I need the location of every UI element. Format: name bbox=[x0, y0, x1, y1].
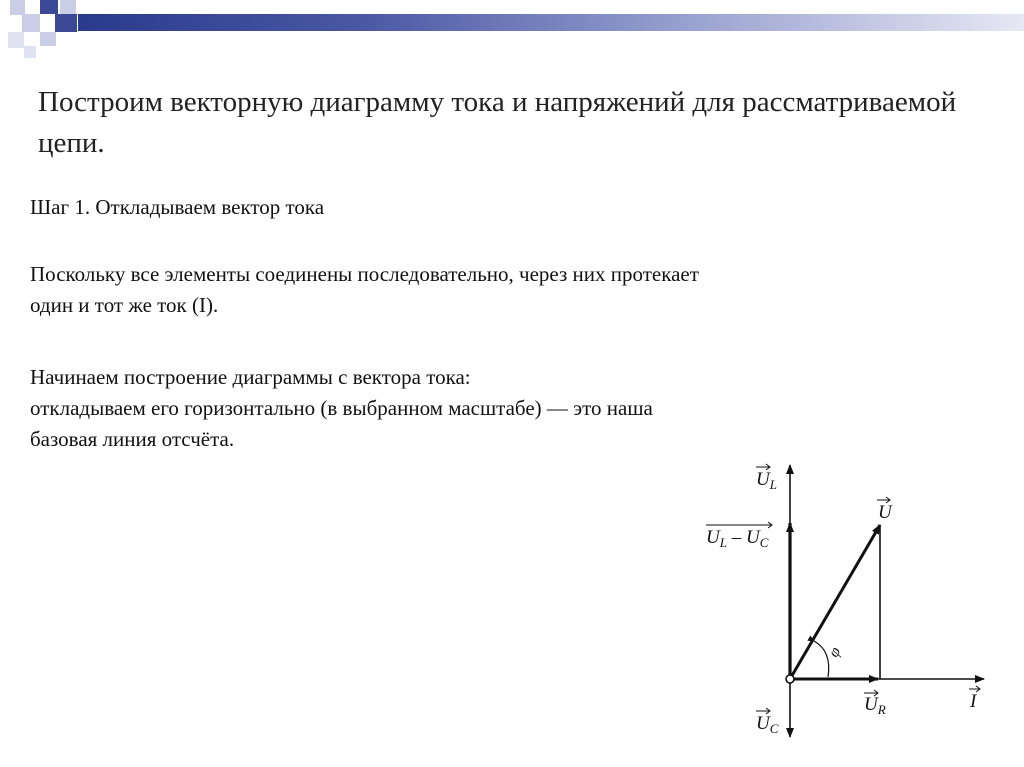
svg-text:UR: $U_R$ bbox=[864, 694, 886, 717]
vector-diagram bbox=[690, 455, 1010, 755]
decor-square bbox=[40, 32, 56, 46]
decor-square bbox=[22, 14, 40, 32]
decor-square bbox=[55, 14, 77, 32]
paragraph-start-diagram bbox=[30, 362, 970, 455]
label-ur bbox=[864, 690, 886, 717]
label-u bbox=[877, 497, 893, 523]
origin-point bbox=[786, 675, 794, 683]
label-phi: φ bbox=[825, 644, 845, 661]
slide-header-decoration bbox=[0, 0, 1024, 60]
text-line: Поскольку все элементы соединены последовательно, через них протекает bbox=[30, 262, 699, 286]
svg-text:UL: $U_L$ bbox=[756, 469, 777, 492]
text-line: Начинаем построение диаграммы с вектора тока: bbox=[30, 365, 471, 389]
svg-text:I: I bbox=[970, 691, 977, 712]
decor-square bbox=[60, 0, 76, 14]
svg-text:UL – UC: $U_L - U_C$ bbox=[706, 527, 769, 550]
label-uc bbox=[756, 708, 779, 736]
decor-square bbox=[40, 0, 58, 14]
decor-square bbox=[8, 32, 24, 48]
decor-square bbox=[10, 0, 25, 15]
header-gradient-bar bbox=[78, 14, 1024, 31]
phi-angle-arc bbox=[814, 641, 829, 677]
text-line: откладываем его горизонтально (в выбранном масштабе) — это наша bbox=[30, 396, 653, 420]
step-heading: Шаг 1. Откладываем вектор тока bbox=[30, 195, 325, 219]
text-line: один и тот же ток (I). bbox=[30, 293, 219, 317]
decor-square bbox=[24, 46, 36, 58]
text-line: базовая линия отсчёта. bbox=[30, 427, 235, 451]
svg-text:UC: $U_C$ bbox=[756, 713, 779, 736]
label-ul-minus-uc bbox=[706, 522, 772, 550]
svg-text:U: U bbox=[878, 502, 892, 523]
slide-title: Построим векторную диаграмму тока и напряжений для рассматриваемой цепи. bbox=[38, 86, 957, 159]
label-ul bbox=[756, 464, 777, 492]
paragraph-series-connection bbox=[30, 259, 970, 321]
label-i bbox=[969, 686, 980, 712]
